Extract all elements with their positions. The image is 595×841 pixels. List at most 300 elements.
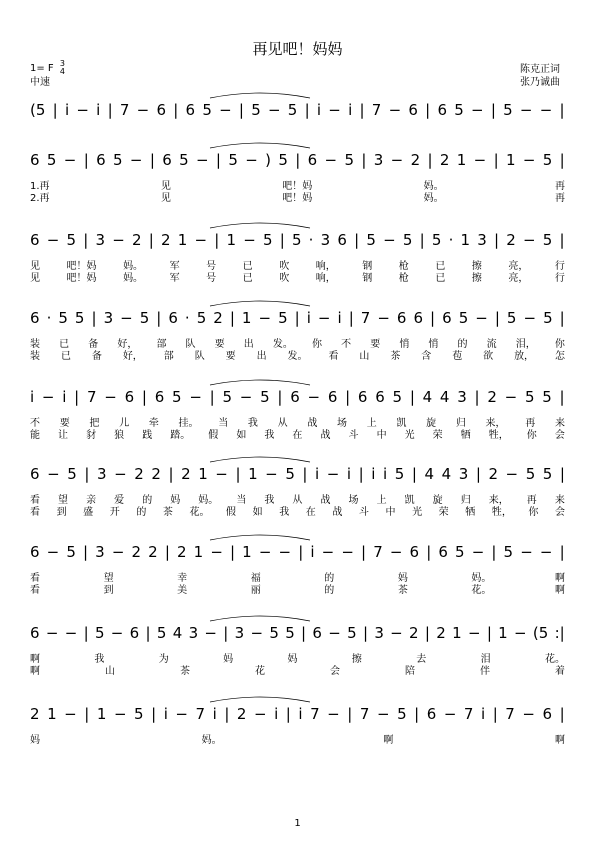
lyric-syllable: 我 [247, 418, 258, 429]
note: 6 [408, 101, 418, 119]
note: 7 [310, 705, 320, 723]
note: − [389, 543, 403, 561]
notation-line [30, 150, 565, 170]
note: 5 [262, 231, 273, 249]
notation-line [30, 623, 565, 643]
note: 6 [168, 309, 178, 327]
barline: | [362, 624, 369, 642]
note: 5 [172, 388, 182, 406]
note: − [328, 624, 341, 642]
note: i [96, 101, 101, 119]
note: − [519, 101, 533, 119]
lyric-syllable: 啊 [554, 735, 565, 746]
lyric-syllable: 已 [60, 351, 71, 362]
note: 5 [66, 231, 77, 249]
note: 1 [96, 705, 107, 723]
lyric-syllable: 你 [554, 339, 565, 350]
note: 6 [30, 231, 40, 249]
lyric-syllable: 到 [103, 585, 114, 596]
note: − [64, 624, 78, 642]
note: 2 [488, 465, 498, 483]
notation-line [30, 464, 565, 484]
note: 6 [30, 151, 40, 169]
note: 3 [96, 465, 107, 483]
note: 2 [409, 624, 419, 642]
lyric-syllable: 悄 [399, 339, 410, 350]
lyric-syllable: 凯 [396, 418, 407, 429]
note: 6 [154, 388, 165, 406]
lyric-syllable: 吹 [279, 273, 290, 284]
note: 5 [278, 309, 288, 327]
lyric-syllable: 到 [56, 507, 67, 518]
note: i [371, 465, 376, 483]
lyric-syllable: 啊 [554, 573, 565, 584]
lyric-syllable: 凯 [404, 495, 415, 506]
note: − [278, 543, 292, 561]
lyric-syllable: 见 [160, 193, 171, 204]
lyric-syllable: 旋 [432, 495, 443, 506]
note: − [210, 543, 223, 561]
note: − [46, 231, 60, 249]
lyric-syllable: 要 [370, 339, 381, 350]
score-row [30, 100, 565, 120]
note: 6 [185, 101, 196, 119]
slur-arc [210, 380, 310, 385]
barline: | [84, 705, 90, 723]
lyric-syllable: 斗 [348, 430, 359, 441]
note: 2 [213, 309, 223, 327]
slur-arc [210, 457, 310, 462]
lyric-syllable: 花。 [471, 585, 492, 596]
lyric-syllable: 出 [243, 339, 254, 350]
note: − [341, 543, 354, 561]
note: i [163, 705, 168, 723]
lyric-syllable: 能 [30, 430, 40, 441]
lyric-syllable: 擦 [351, 654, 362, 665]
note: − [41, 388, 55, 406]
composer-credit: 张乃诚曲 [520, 77, 560, 88]
notation-line [30, 100, 565, 120]
barline: | [164, 543, 170, 561]
lyric-syllable: 战 [320, 495, 331, 506]
barline: | [214, 231, 220, 249]
lyric-syllable: 妈 [223, 654, 234, 665]
lyric-syllable: 践 [142, 430, 153, 441]
barline: | [223, 624, 229, 642]
lyric-syllable: 花。 [189, 507, 210, 518]
note: i [316, 101, 322, 119]
tempo-marking: 中速 [30, 77, 50, 88]
lyric-syllable: 啊 [383, 735, 394, 746]
note: 5 [113, 151, 123, 169]
note: − [522, 151, 536, 169]
note: 6 [290, 388, 300, 406]
barline: | [411, 465, 417, 483]
note: − [47, 465, 60, 483]
note: 6 [30, 543, 40, 561]
lyric-syllable: 妈 [170, 495, 181, 506]
barline: | [419, 231, 425, 249]
lyric-line [30, 257, 565, 272]
note: − [215, 465, 228, 483]
note: 6 [124, 388, 135, 406]
lyric-syllable: 会 [554, 430, 565, 441]
note: − [327, 705, 340, 723]
barline: | [277, 388, 283, 406]
note: 6 [156, 101, 166, 119]
slur-arc [210, 143, 310, 148]
note: · [308, 231, 314, 249]
lyric-syllable: 归 [460, 495, 471, 506]
lyric-syllable: 挂。 [178, 418, 199, 429]
lyric-syllable: 牺 [465, 507, 476, 518]
lyric-syllable: 啊 [30, 654, 40, 665]
note: − [245, 151, 258, 169]
lyric-syllable: 望 [58, 495, 69, 506]
lyric-syllable: 你 [526, 430, 537, 441]
barline: | [107, 101, 113, 119]
note: (5 [30, 101, 46, 119]
barline: | [168, 465, 174, 483]
note: 5 [542, 231, 553, 249]
note: 6 [413, 309, 424, 327]
lyric-syllable: 在 [305, 507, 316, 518]
lyric-syllable: 放， [514, 351, 535, 362]
lyric-syllable: 吧！妈 [66, 273, 97, 284]
barline: | [302, 465, 308, 483]
slur-arc [210, 535, 310, 540]
note: − [175, 705, 188, 723]
note: 5 [67, 465, 77, 483]
score-row [30, 308, 565, 328]
barline: | [492, 705, 498, 723]
barline: | [490, 101, 496, 119]
note: 5 [228, 151, 238, 169]
lyric-syllable: 号 [206, 261, 217, 272]
lyric-syllable: 啊 [30, 666, 40, 677]
lyric-syllable: 山 [105, 666, 115, 677]
note: 6 [312, 624, 322, 642]
note: 1 [498, 624, 508, 642]
barline: | [559, 388, 565, 406]
time-signature-top: 3 [59, 59, 65, 68]
barline: | [235, 465, 241, 483]
lyric-syllable: 我 [279, 507, 290, 518]
note: 5 [402, 231, 413, 249]
barline: | [52, 101, 58, 119]
barline: | [285, 705, 291, 723]
note: 7 [86, 388, 97, 406]
lyric-syllable: 开 [109, 507, 120, 518]
barline: | [156, 309, 162, 327]
lyric-syllable: 战 [332, 507, 343, 518]
lyric-syllable: 茶 [162, 507, 173, 518]
lyric-syllable: 好， [117, 339, 138, 350]
lyric-syllable: 装 [30, 351, 40, 362]
lyric-syllable: 在 [292, 430, 303, 441]
note: i [306, 309, 311, 327]
note: 2 [410, 151, 421, 169]
barline: | [83, 151, 89, 169]
lyric-syllable: 妈。 [423, 181, 444, 192]
note: 1 [248, 465, 258, 483]
note: 3 [95, 543, 105, 561]
note: 5 [156, 624, 167, 642]
lyric-syllable: 怎 [555, 351, 565, 362]
score-row [30, 150, 565, 170]
barline: | [559, 543, 565, 561]
note: 1 [452, 624, 462, 642]
lyric-syllable: 来 [554, 418, 565, 429]
note: − [520, 543, 533, 561]
lyric-syllable: 光 [412, 507, 423, 518]
note: − [219, 101, 232, 119]
note: − [324, 151, 338, 169]
note: 1 [456, 151, 467, 169]
time-signature [60, 60, 65, 76]
lyric-syllable: 擦 [471, 261, 482, 272]
score-row [30, 704, 565, 724]
note: 3 [320, 231, 331, 249]
note: 7 [195, 705, 206, 723]
barline: | [425, 101, 431, 119]
note: 5 [291, 231, 302, 249]
lyric-line [30, 569, 565, 584]
note: − [194, 231, 208, 249]
barline: | [84, 465, 90, 483]
lyric-syllable: 妈。 [123, 273, 144, 284]
note: 6 [30, 465, 40, 483]
barline: | [304, 101, 310, 119]
note: · [46, 309, 52, 327]
lyric-syllable: 陪 [405, 666, 415, 677]
note: 5 [394, 465, 405, 483]
lyric-syllable: 苞 [452, 351, 463, 362]
barline: | [494, 231, 500, 249]
lyric-syllable: 已 [242, 273, 253, 284]
lyric-line [30, 426, 565, 441]
lyric-syllable: 你 [528, 507, 539, 518]
lyric-syllable: 已 [59, 339, 70, 350]
lyric-line [30, 491, 565, 506]
lyric-syllable: 旋 [426, 418, 437, 429]
note: − [76, 101, 89, 119]
note: 6 [437, 101, 448, 119]
barline: | [559, 231, 565, 249]
note: 5 [196, 309, 207, 327]
barline: | [173, 101, 179, 119]
lyric-syllable: 钢 [362, 273, 373, 284]
note: 5 [260, 388, 270, 406]
note: i [298, 705, 303, 723]
note: 7 [373, 543, 383, 561]
note: 2 [236, 705, 247, 723]
note: 1 [241, 309, 252, 327]
note: · [184, 309, 190, 327]
lyric-syllable: 看 [328, 351, 339, 362]
note: 5 [344, 151, 354, 169]
note: − [514, 624, 527, 642]
note: 4 [424, 465, 435, 483]
barline: | [426, 543, 432, 561]
lyric-syllable: 为 [158, 654, 169, 665]
barline: | [414, 705, 420, 723]
note: 5 [202, 101, 212, 119]
lyric-syllable: 队 [194, 351, 205, 362]
lyric-syllable: 好， [122, 351, 143, 362]
lyric-syllable: 部 [163, 351, 174, 362]
note: 3 [477, 231, 487, 249]
note: i [64, 101, 70, 119]
note: · [448, 231, 454, 249]
notation-line [30, 387, 565, 407]
lyric-syllable: 吧！妈 [66, 261, 97, 272]
note: 3 [103, 309, 114, 327]
lyric-syllable: 妈。 [471, 573, 492, 584]
note: 6 [442, 309, 452, 327]
barline: | [359, 101, 365, 119]
lyric-line [30, 335, 565, 350]
lyric-syllable: 牲， [488, 430, 509, 441]
lyric-syllable: 茶 [180, 666, 190, 677]
barline: | [224, 705, 230, 723]
note: i [346, 465, 352, 483]
lyric-syllable: 盛 [83, 507, 94, 518]
lyric-syllable: 已 [435, 273, 446, 284]
lyric-syllable: 再 [554, 181, 565, 192]
barline: | [559, 151, 565, 169]
lyric-syllable: 枪 [398, 261, 409, 272]
lyric-syllable: 妈 [287, 654, 298, 665]
lyric-syllable: 中 [376, 430, 387, 441]
lyric-syllable: 茶 [397, 585, 408, 596]
note: − [267, 101, 281, 119]
lyric-syllable: 牺 [460, 430, 471, 441]
page-number: 1 [294, 818, 301, 829]
note: − [473, 151, 487, 169]
note: − [113, 705, 127, 723]
note: 5 [454, 101, 464, 119]
lyric-syllable: 妈。 [423, 193, 444, 204]
score-row [30, 542, 565, 562]
lyric-syllable: 亮， [508, 261, 529, 272]
lyric-syllable: 见 [160, 181, 171, 192]
lyric-syllable: 场 [348, 495, 359, 506]
score-row [30, 387, 565, 407]
slur-arc [210, 223, 310, 228]
lyric-syllable: 1.再 [30, 181, 50, 192]
lyric-syllable: 要 [225, 351, 236, 362]
lyric-syllable: 备 [88, 339, 99, 350]
note: 1 [242, 543, 252, 561]
barline: | [215, 151, 221, 169]
note: 5 [366, 231, 376, 249]
note: 6 [337, 231, 347, 249]
note: 5 [506, 309, 517, 327]
note: − [111, 543, 125, 561]
note: 3 [373, 151, 384, 169]
lyric-line [30, 414, 565, 429]
note: 7 [119, 101, 130, 119]
note: 7 [359, 705, 370, 723]
note: − [388, 101, 402, 119]
note: 1 [198, 465, 208, 483]
note: i [337, 309, 342, 327]
note: 5 [525, 465, 536, 483]
note: − [250, 624, 264, 642]
note: 2 [439, 151, 450, 169]
lyric-syllable: 流 [486, 339, 497, 350]
note: 2 [134, 465, 144, 483]
note: 5 [347, 624, 357, 642]
lyric-syllable: 妈。 [123, 261, 144, 272]
note: 5 [46, 151, 57, 169]
lyric-syllable: 亮， [508, 273, 529, 284]
lyric-syllable: 上 [376, 495, 387, 506]
note: 2 [30, 705, 40, 723]
lyric-syllable: 妈。 [201, 735, 222, 746]
lyric-syllable: 美 [177, 585, 188, 596]
note: 5 [74, 309, 85, 327]
lyric-syllable: 战 [320, 430, 331, 441]
lyric-syllable: 当 [236, 495, 247, 506]
note: − [110, 624, 124, 642]
barline: | [361, 151, 367, 169]
lyric-syllable: 响， [315, 261, 336, 272]
lyric-syllable: 把 [89, 418, 100, 429]
notation-line [30, 308, 565, 328]
lyric-syllable: 斗 [358, 507, 369, 518]
key-label: 1= F [30, 63, 54, 74]
lyric-syllable: 场 [337, 418, 348, 429]
note: − [243, 231, 256, 249]
note: 3 [457, 388, 467, 406]
score-row [30, 230, 565, 250]
song-title: 再见吧！妈妈 [252, 40, 343, 58]
note: 2 [181, 465, 191, 483]
note: 6 [375, 388, 385, 406]
lyric-syllable: 备 [91, 351, 102, 362]
lyric-syllable: 军 [169, 261, 180, 272]
note: 7 [360, 309, 371, 327]
lyric-syllable: 狼 [114, 430, 125, 441]
time-signature-bottom: 4 [59, 67, 65, 76]
barline: | [424, 624, 430, 642]
lyric-syllable: 看 [30, 507, 40, 518]
note: 1 [226, 231, 236, 249]
barline: | [345, 388, 351, 406]
lyric-syllable: 从 [277, 418, 288, 429]
lyric-line [30, 731, 565, 746]
lyric-syllable: 欲 [483, 351, 494, 362]
note: − [523, 309, 537, 327]
lyricist-credit: 陈克正词 [520, 64, 560, 75]
lyric-syllable: 发。 [272, 339, 293, 350]
lyric-line [30, 189, 565, 204]
barline: | [91, 309, 97, 327]
lyric-syllable: 看 [30, 495, 40, 506]
note: 5 [285, 465, 295, 483]
lyric-syllable: 悄 [428, 339, 439, 350]
lyric-syllable: 我 [94, 654, 105, 665]
note: − [114, 465, 127, 483]
barline: | [361, 543, 367, 561]
lyric-syllable: 伴 [480, 666, 490, 677]
notation-line [30, 542, 565, 562]
lyric-syllable: 的 [457, 339, 468, 350]
notation-line [30, 704, 565, 724]
note: 2 [436, 624, 446, 642]
